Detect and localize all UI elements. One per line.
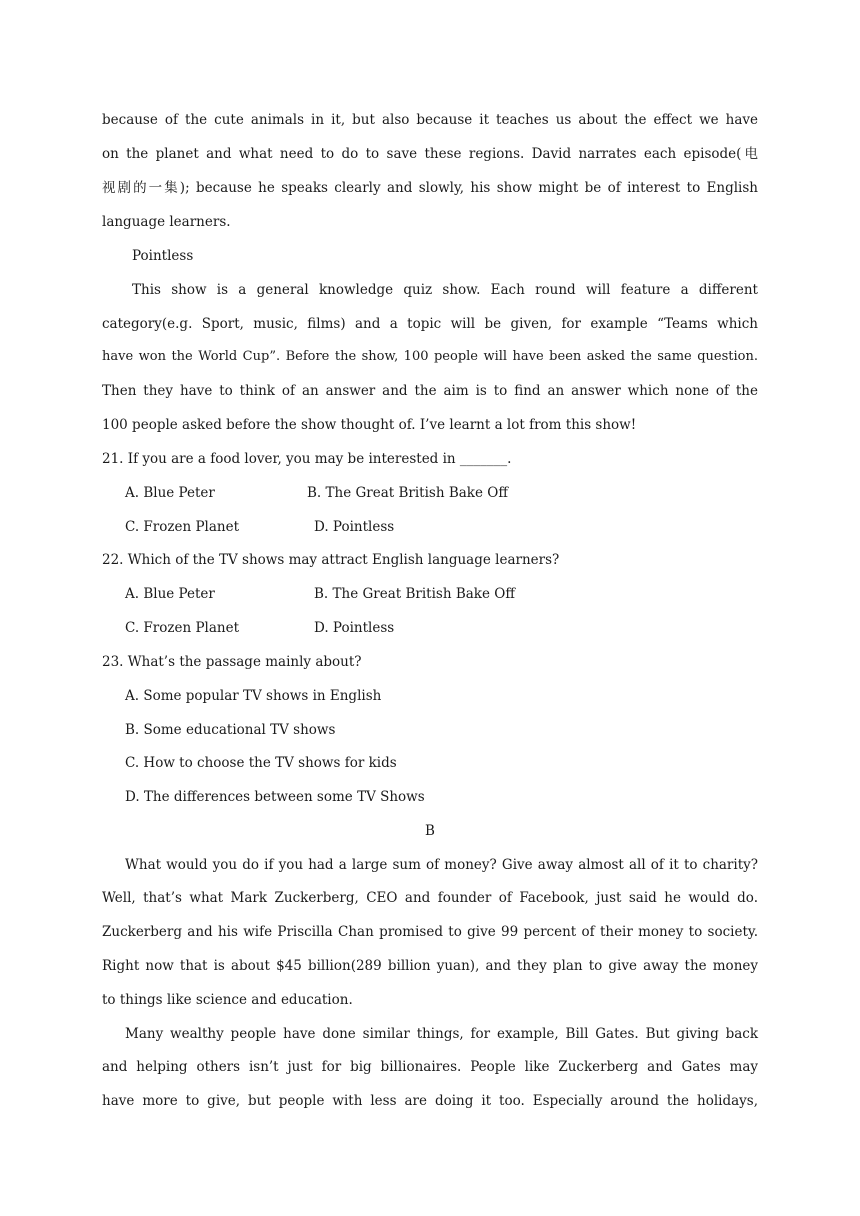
option-c: C. Frozen Planet bbox=[125, 620, 240, 636]
frozen-planet-line: because of the cute animals in it, but also because it teaches us about the effect we have bbox=[102, 112, 758, 128]
option-d: D. Pointless bbox=[314, 519, 395, 535]
option-d: D. The differences between some TV Shows bbox=[125, 789, 425, 805]
passage-b-line: and helping others isn’t just for big billionaires. People like Zuckerberg and Gates may bbox=[102, 1059, 758, 1075]
passage-b-line: to things like science and education. bbox=[102, 992, 353, 1008]
question-stem: 22. Which of the TV shows may attract English language learners? bbox=[102, 552, 560, 568]
option-b: B. The Great British Bake Off bbox=[307, 485, 508, 501]
pointless-line: This show is a general knowledge quiz show. Each round will feature a different bbox=[132, 282, 758, 298]
question-stem: 23. What’s the passage mainly about? bbox=[102, 654, 362, 670]
pointless-line: have won the World Cup”. Before the show, 100 people will have been asked the same question. bbox=[102, 349, 758, 364]
section-heading-b: B bbox=[425, 823, 435, 839]
section-heading-pointless: Pointless bbox=[132, 248, 194, 264]
pointless-line: category(e.g. Sport, music, films) and a topic will be given, for example “Teams which bbox=[102, 316, 758, 332]
frozen-planet-line: language learners. bbox=[102, 214, 231, 230]
passage-b-line: have more to give, but people with less are doing it too. Especially around the holidays, bbox=[102, 1093, 758, 1109]
option-c: C. How to choose the TV shows for kids bbox=[125, 755, 397, 771]
option-a: A. Blue Peter bbox=[125, 586, 215, 602]
frozen-planet-line: on the planet and what need to do to save these regions. David narrates each episode(电 bbox=[102, 146, 758, 162]
passage-b-line: Well, that’s what Mark Zuckerberg, CEO and founder of Facebook, just said he would do. bbox=[102, 890, 758, 906]
passage-b-line: Right now that is about $45 billion(289 billion yuan), and they plan to give away the money bbox=[102, 958, 758, 974]
option-c: C. Frozen Planet bbox=[125, 519, 240, 535]
frozen-planet-line: 视剧的一集); because he speaks clearly and slowly, his show might be of interest to English bbox=[102, 180, 758, 196]
passage-b-line: What would you do if you had a large sum of money? Give away almost all of it to charity? bbox=[125, 857, 758, 873]
option-b: B. The Great British Bake Off bbox=[314, 586, 515, 602]
passage-b-line: Zuckerberg and his wife Priscilla Chan promised to give 99 percent of their money to society. bbox=[102, 924, 758, 940]
option-d: D. Pointless bbox=[314, 620, 395, 636]
question-stem: 21. If you are a food lover, you may be interested in _______. bbox=[102, 451, 512, 467]
option-a: A. Blue Peter bbox=[125, 485, 215, 501]
pointless-line: Then they have to think of an answer and the aim is to find an answer which none of the bbox=[102, 383, 758, 399]
pointless-line: 100 people asked before the show thought of. I’ve learnt a lot from this show! bbox=[102, 417, 637, 433]
option-b: B. Some educational TV shows bbox=[125, 722, 336, 738]
option-a: A. Some popular TV shows in English bbox=[125, 688, 382, 704]
passage-b-line: Many wealthy people have done similar things, for example, Bill Gates. But giving back bbox=[125, 1026, 758, 1042]
